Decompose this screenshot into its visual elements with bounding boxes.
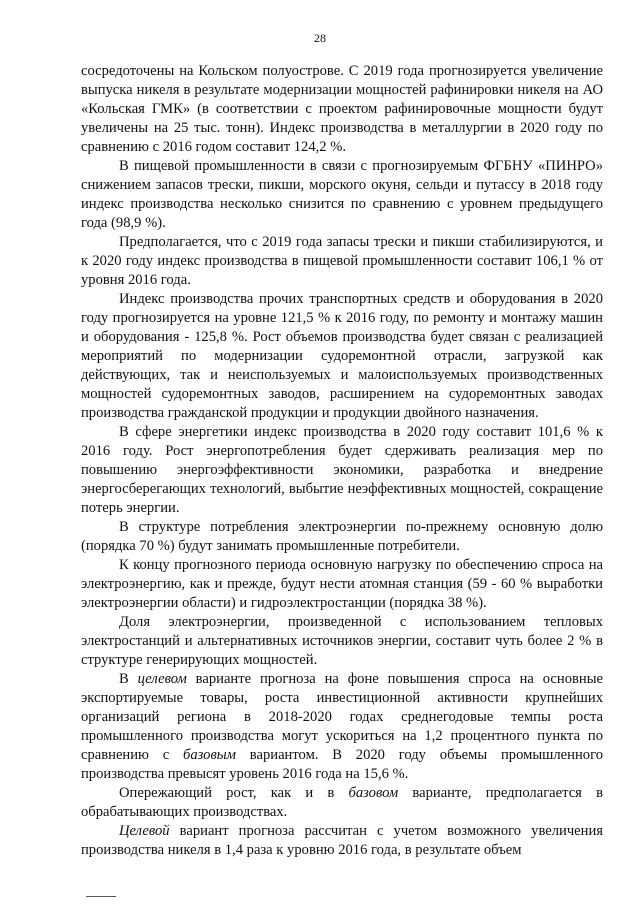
text-run: варианте, предполагается в обрабатывающих производствах. (81, 785, 603, 820)
emphasis-target: целевом (137, 671, 187, 687)
emphasis-base: базовым (183, 747, 236, 763)
paragraph-metallurgy-end: сосредоточены на Кольском полуострове. С 2019 года прогнозируется увеличение выпуска никеля в результате модернизации мощностей рафинировки никеля на АО «Кольская ГМК» (в соответствии с проектом рафинировочные мощности будут увеличены на 25 тыс. тонн). Индекс производства в металлургии в 2020 году по сравнению с 2016 годом составит 124,2 %. (81, 63, 603, 155)
emphasis-base: базовом (348, 785, 399, 801)
text-run: В (119, 671, 138, 687)
text-run: варианте прогноза на фоне повышения спроса на основные экспортируемые товары, роста инвестиционной активности крупнейших организаций региона в 2018-2020 годах среднегодовые темпы роста промышленного производства могут ускориться на 1,2 процентного пункта по сравнению с (81, 671, 603, 763)
paragraph-nickel-target (81, 822, 603, 860)
paragraph-electricity-supply: К концу прогнозного периода основную нагрузку по обеспечению спроса на электроэнергию, как и прежде, будут нести атомная станция (59 - 60 % выработки электроэнергии области) и гидроэлектростанции (порядка 38 %). (81, 557, 603, 611)
paragraph-transport-equipment: Индекс производства прочих транспортных средств и оборудования в 2020 году прогнозируется на уровне 121,5 % к 2016 году, по ремонту и монтажу машин и оборудования - 125,8 %. Рост объемов производства будет связан с реализацией мероприятий по модернизации судоремонтной отрасли, загрузкой как действующих, так и неиспользуемых и малоиспользуемых производственных мощностей судоремонтных заводов, расширением на судоремонтных заводах производства гражданской продукции и продукции двойного назначения. (81, 291, 603, 421)
text-run: вариантом. В 2020 году объемы промышленного производства превысят уровень 2016 года на 15,6 %. (81, 747, 603, 782)
paragraph-thermal-share: Доля электроэнергии, произведенной с использованием тепловых электростанций и альтернативных источников энергии, составит чуть более 2 % в структуре генерирующих мощностей. (81, 614, 603, 668)
paragraph-fish-stocks: Предполагается, что с 2019 года запасы трески и пикши стабилизируются, и к 2020 году индекс производства в пищевой промышленности составит 106,1 % от уровня 2016 года. (81, 234, 603, 288)
text-run: вариант прогноза рассчитан с учетом возможного увеличения производства никеля в 1,4 раза к уровню 2016 года, в результате объем (81, 823, 603, 858)
paragraph-electricity-consumption: В структуре потребления электроэнергии по-прежнему основную долю (порядка 70 %) будут занимать промышленные потребители. (81, 519, 603, 554)
page-number: 28 (314, 31, 326, 45)
text-run: Опережающий рост, как и в (119, 785, 349, 801)
document-body (81, 62, 603, 860)
paragraph-energy: В сфере энергетики индекс производства в 2020 году составит 101,6 % к 2016 году. Рост энергопотребления будет сдерживать реализация мер по повышению энергоэффективности экономики, разработка и внедрение энергосберегающих технологий, выбытие неэффективных мощностей, сокращение потерь энергии. (81, 424, 603, 516)
paragraph-food-industry: В пищевой промышленности в связи с прогнозируемым ФГБНУ «ПИНРО» снижением запасов трески, пикши, морского окуня, сельди и путассу в 2018 году индекс производства несколько снизится по сравнению с уровнем предыдущего года (98,9 %). (81, 158, 603, 231)
paragraph-target-variant (81, 670, 603, 784)
paragraph-advanced-growth (81, 784, 603, 822)
footer-rule (86, 896, 116, 897)
emphasis-target: Целевой (119, 823, 170, 839)
